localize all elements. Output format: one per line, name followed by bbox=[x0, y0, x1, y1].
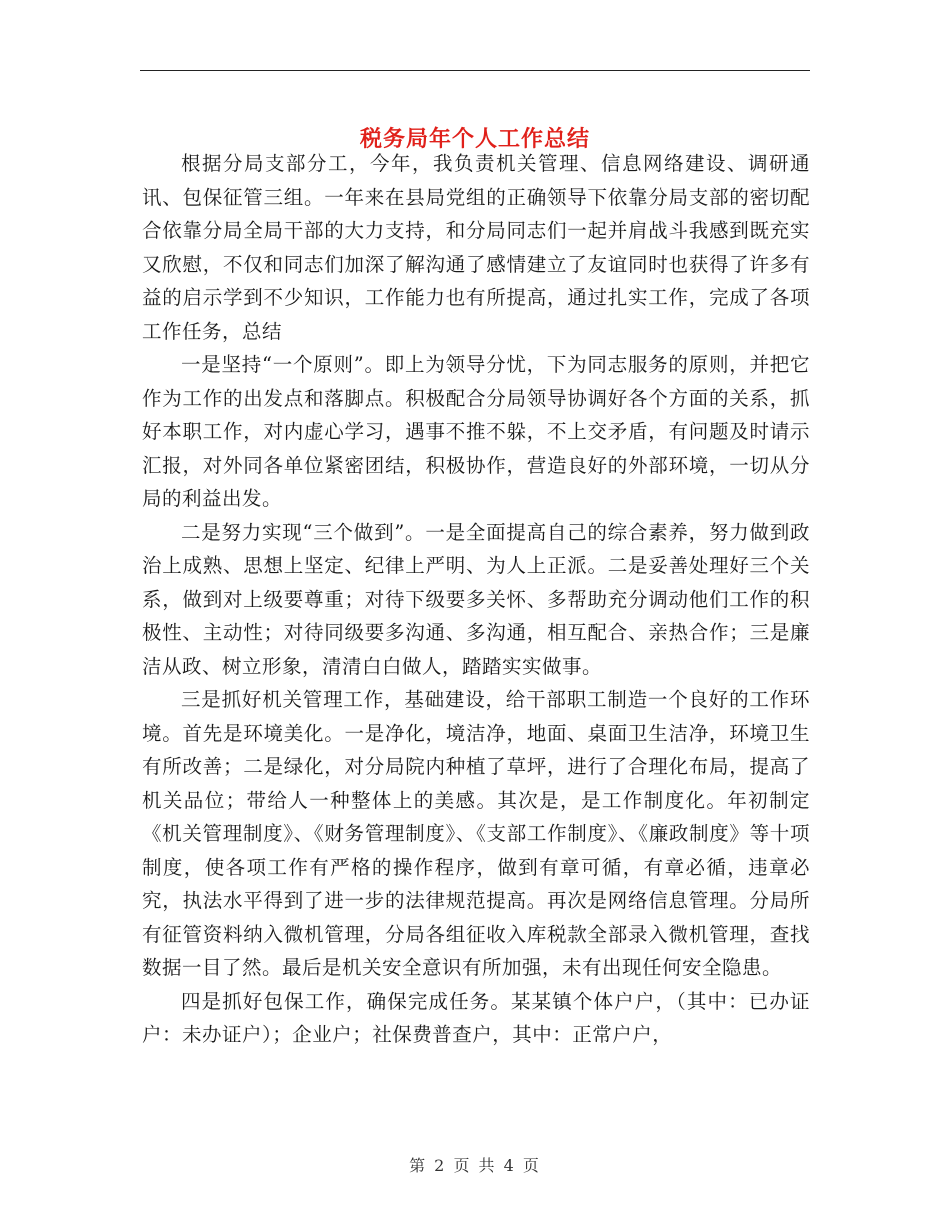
paragraph-package-work: 四是抓好包保工作，确保完成任务。某某镇个体户户，（其中：已办证户：未办证户）；企业户；社保费普查户，其中：正常户户， bbox=[142, 989, 810, 1046]
document-title: 税务局年个人工作总结 bbox=[359, 125, 590, 152]
paragraph-intro: 根据分局支部分工，今年，我负责机关管理、信息网络建设、调研通讯、包保征管三组。一年来在县局党组的正确领导下依靠分局支部的密切配合依靠分局全局干部的大力支持，和分局同志们一起并肩战斗我感到既充实又欣慰，不仅和同志们加深了解沟通了感情建立了友谊同时也获得了许多有益的启示学到不少知识，工作能力也有所提高，通过扎实工作，完成了各项工作任务，总结 bbox=[142, 152, 810, 343]
document-body bbox=[142, 147, 810, 1052]
paragraph-three-achievements: 二是努力实现“三个做到”。一是全面提高自己的综合素养，努力做到政治上成熟、思想上坚定、纪律上严明、为人上正派。二是妥善处理好三个关系，做到对上级要尊重；对待下级要多关怀、多帮助充分调动他们工作的积极性、主动性；对待同级要多沟通、多沟通，相互配合、亲热合作；三是廉洁从政、树立形象，清清白白做人，踏踏实实做事。 bbox=[142, 520, 810, 678]
paragraph-office-management: 三是抓好机关管理工作，基础建设，给干部职工制造一个良好的工作环境。首先是环境美化。一是净化，境洁净，地面、桌面卫生洁净，环境卫生有所改善；二是绿化，对分局院内种植了草坪，进行了合理化布局，提高了机关品位；带给人一种整体上的美感。其次是，是工作制度化。年初制定《机关管理制度》、《财务管理制度》、《支部工作制度》、《廉政制度》等十项制度，使各项工作有严格的操作程序，做到有章可循，有章必循，违章必究，执法水平得到了进一步的法律规范提高。再次是网络信息管理。分局所有征管资料纳入微机管理，分局各组征收入库税款全部录入微机管理，查找数据一目了然。最后是机关安全意识有所加强，未有出现任何安全隐患。 bbox=[142, 688, 810, 979]
header-rule bbox=[140, 70, 810, 71]
page-number: 第 2 页 共 4 页 bbox=[409, 1156, 541, 1175]
paragraph-principle: 一是坚持“一个原则”。即上为领导分忧，下为同志服务的原则，并把它作为工作的出发点和落脚点。积极配合分局领导协调好各个方面的关系，抓好本职工作，对内虚心学习，遇事不推不躲，不上交矛盾，有问题及时请示汇报，对外同各单位紧密团结，积极协作，营造良好的外部环境，一切从分局的利益出发。 bbox=[142, 353, 810, 510]
